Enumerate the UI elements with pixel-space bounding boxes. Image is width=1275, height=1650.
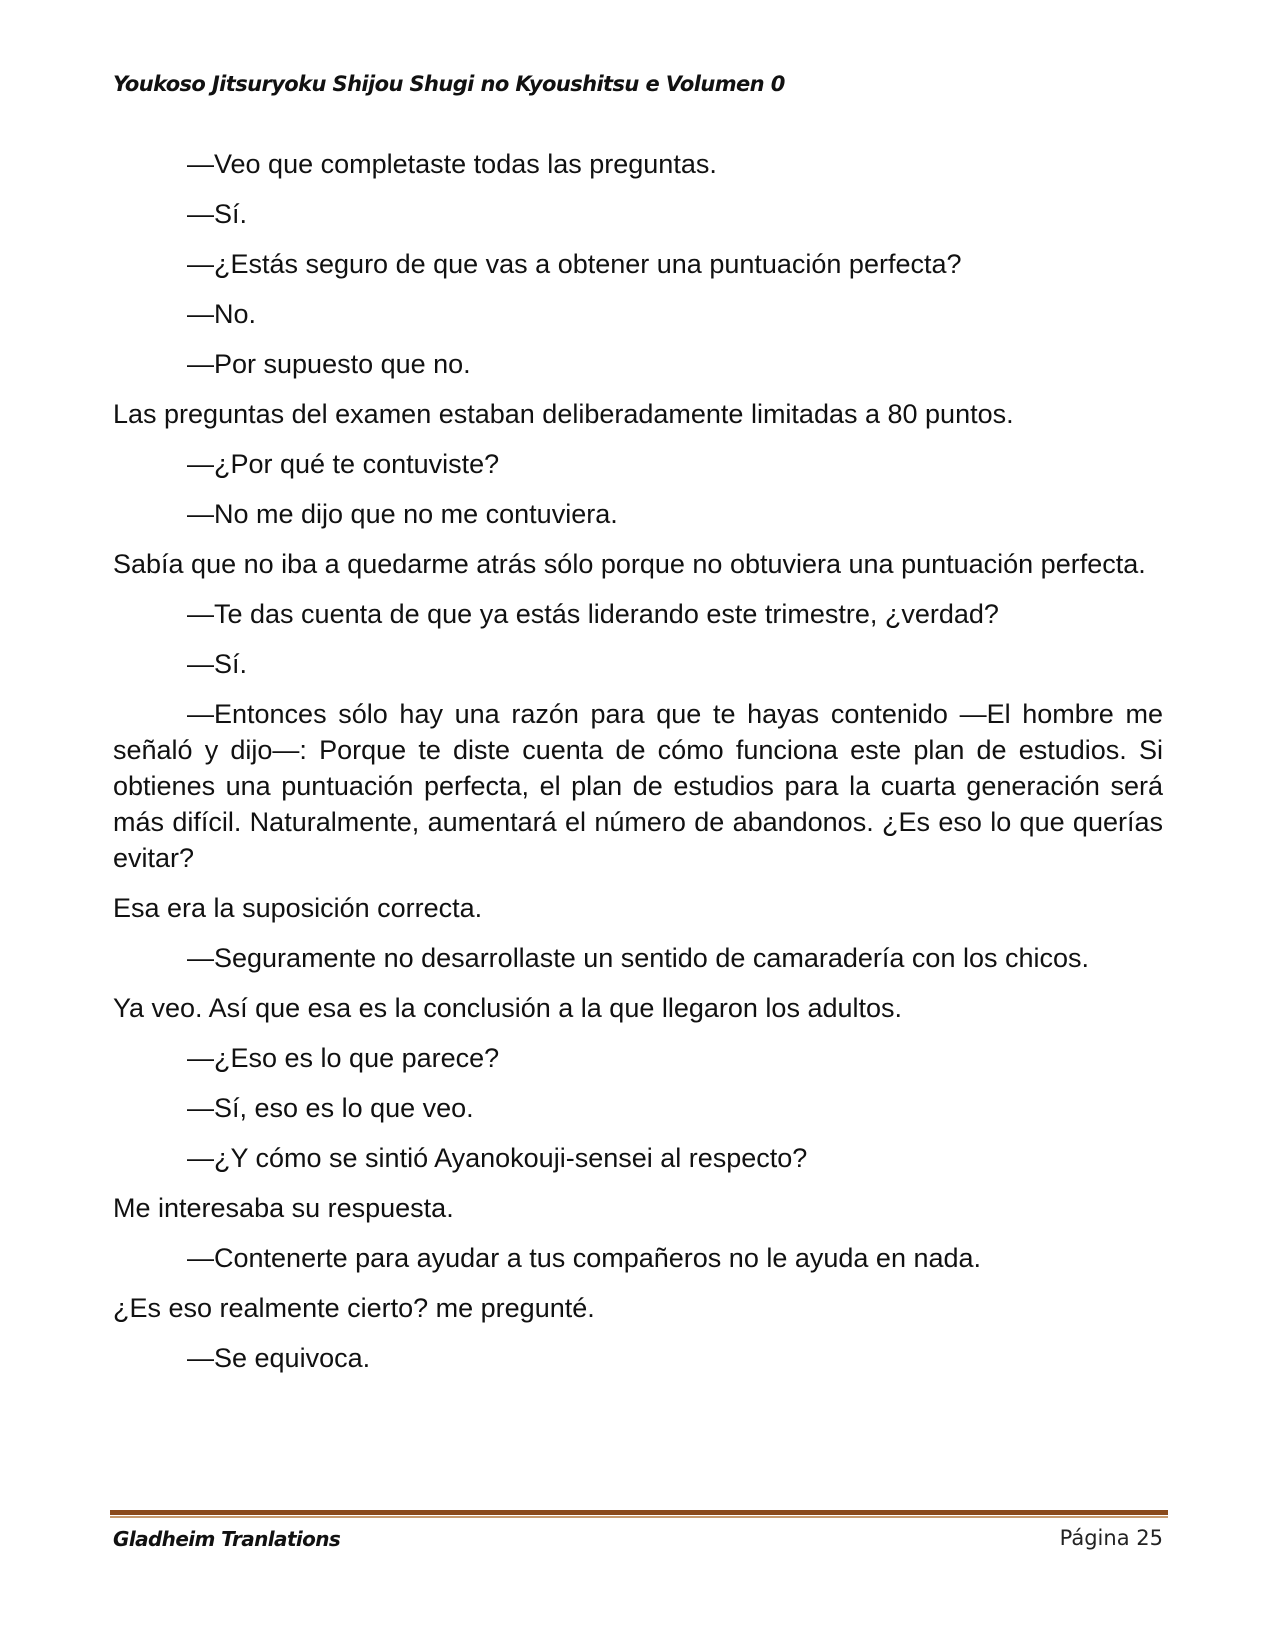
paragraph: Las preguntas del examen estaban deliberadamente limitadas a 80 puntos. — [113, 399, 1014, 429]
paragraph: —Te das cuenta de que ya estás liderando este trimestre, ¿verdad? — [187, 599, 999, 629]
paragraph: —No. — [187, 299, 257, 329]
paragraph: ¿Es eso realmente cierto? me pregunté. — [113, 1293, 595, 1323]
paragraph: —¿Estás seguro de que vas a obtener una puntuación perfecta? — [187, 249, 962, 279]
paragraph: —Contenerte para ayudar a tus compañeros no le ayuda en nada. — [187, 1243, 982, 1273]
paragraph: —Sí. — [187, 649, 248, 679]
paragraph: Sabía que no iba a quedarme atrás sólo porque no obtuviera una puntuación perfecta. — [113, 549, 1146, 579]
document-body — [113, 146, 1163, 1376]
paragraph: Me interesaba su respuesta. — [113, 1193, 454, 1223]
paragraph: —Seguramente no desarrollaste un sentido de camaradería con los chicos. — [187, 943, 1090, 973]
paragraph: Esa era la suposición correcta. — [113, 893, 483, 923]
paragraph: —Veo que completaste todas las preguntas. — [187, 149, 717, 179]
footer-divider-thin — [110, 1516, 1168, 1518]
running-header: Youkoso Jitsuryoku Shijou Shugi no Kyoushitsu e Volumen 0 — [113, 72, 785, 96]
paragraph: —Sí, eso es lo que veo. — [187, 1093, 474, 1123]
paragraph: —Por supuesto que no. — [187, 349, 471, 379]
paragraph: —¿Y cómo se sintió Ayanokouji-sensei al respecto? — [187, 1143, 808, 1173]
page-number-block — [1060, 1526, 1163, 1550]
paragraph: Ya veo. Así que esa es la conclusión a la que llegaron los adultos. — [113, 993, 903, 1023]
paragraph: —¿Eso es lo que parece? — [187, 1043, 500, 1073]
paragraph: —Entonces sólo hay una razón para que te hayas contenido —El hombre me señaló y dijo—: Porque te diste cuenta de cómo funciona este plan de estudios. Si obtienes una puntuación perfecta, el plan de estudios para la cuarta generación será más difícil. Naturalmente, aumentará el número de abandonos. ¿Es eso lo que querías evitar? — [113, 699, 1163, 873]
paragraph: —¿Por qué te contuviste? — [187, 449, 500, 479]
paragraph: —Sí. — [187, 199, 248, 229]
paragraph: —No me dijo que no me contuviera. — [187, 499, 618, 529]
footer-divider-thick — [110, 1510, 1168, 1515]
paragraph: —Se equivoca. — [187, 1343, 371, 1373]
page-number: 25 — [1136, 1526, 1163, 1550]
footer-translator: Gladheim Tranlations — [113, 1527, 341, 1551]
footer-divider — [110, 1510, 1168, 1518]
page-label: Página — [1059, 1526, 1130, 1550]
